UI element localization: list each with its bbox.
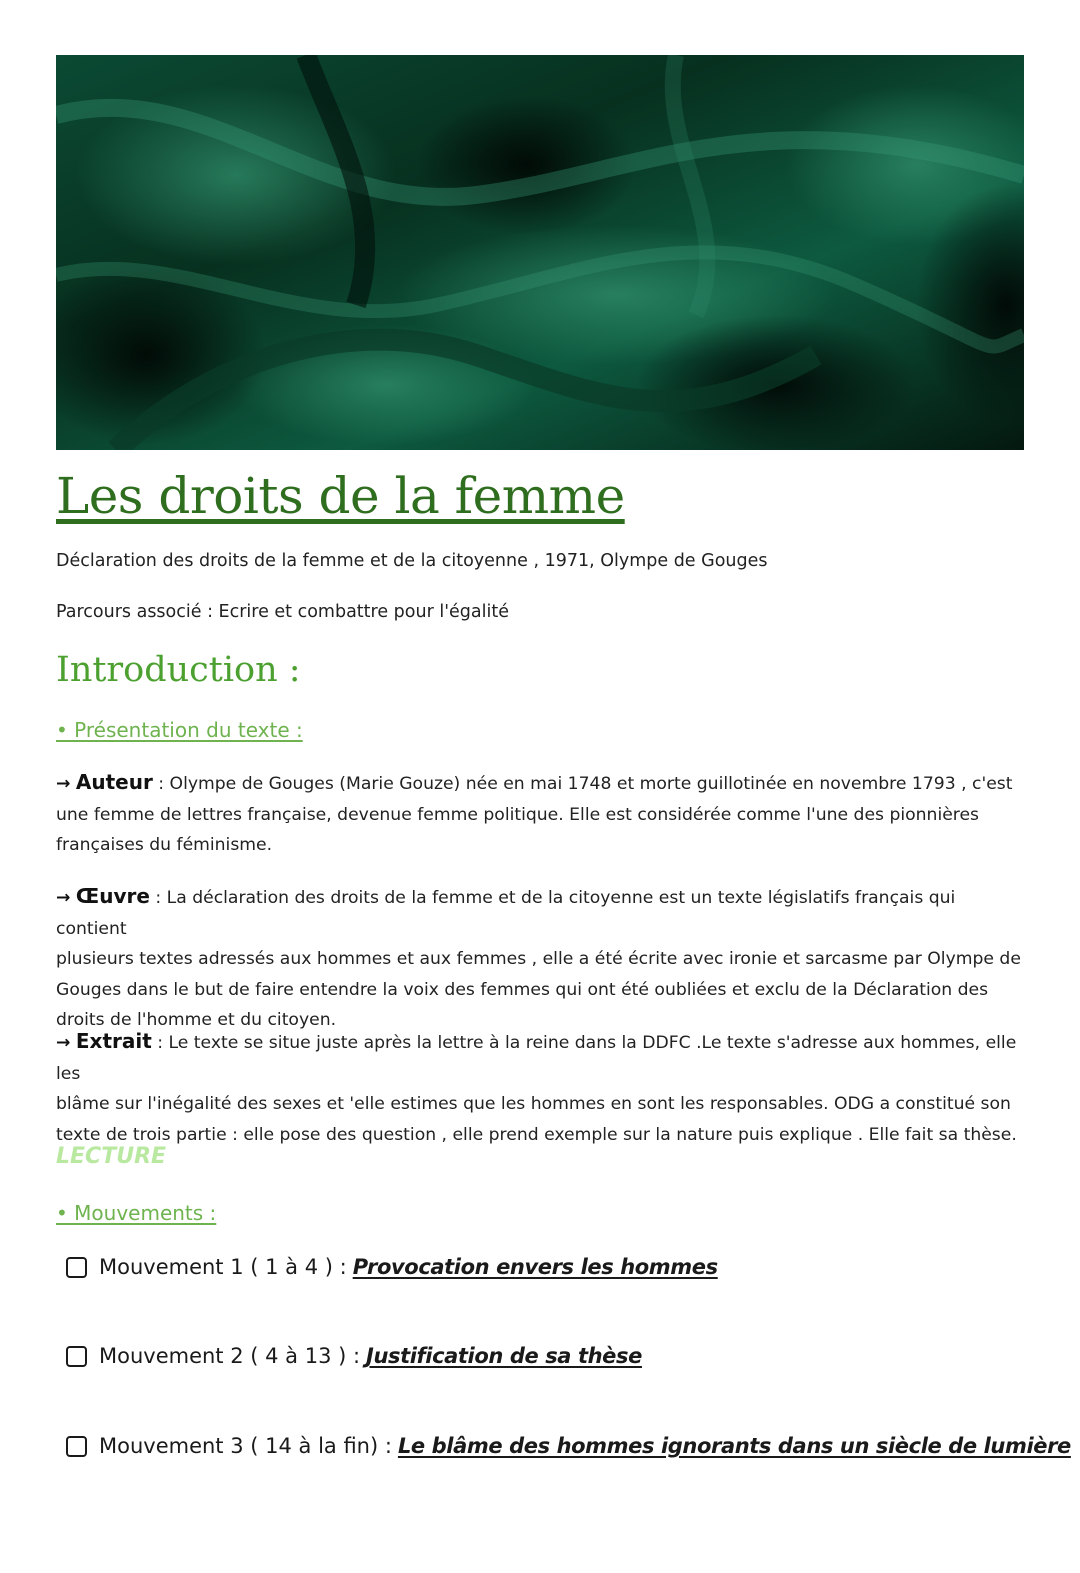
paragraph-oeuvre [56, 881, 1031, 1036]
oeuvre-line-3: Gouges dans le but de faire entendre la voix des femmes qui ont été oubliées et exclu de la Déclaration des [56, 979, 989, 1000]
label-separator: : [151, 1033, 169, 1053]
oeuvre-line-4: droits de l'homme et du citoyen. [56, 1010, 337, 1030]
mouvement-item-1 [66, 1252, 718, 1282]
label-auteur: Auteur [75, 770, 153, 794]
extrait-line-1: Le texte se situe juste après la lettre à la reine dans la DDFC .Le texte s'adresse aux hommes, elle les [56, 1033, 1017, 1084]
arrow-icon: → [56, 888, 71, 908]
satin-banner-image [56, 55, 1024, 450]
oeuvre-line-2: plusieurs textes adressés aux hommes et aux femmes , elle a été écrite avec ironie et sarcasme par Olympe de [56, 949, 1021, 969]
paragraph-extrait [56, 1026, 1031, 1150]
mouvement-label: Mouvement 3 ( 14 à la fin) : [99, 1434, 392, 1458]
oeuvre-line-1: La déclaration des droits de la femme et de la citoyenne est un texte législatifs français qui contient [56, 888, 956, 939]
label-oeuvre: Œuvre [75, 884, 150, 908]
mouvement-label: Mouvement 1 ( 1 à 4 ) : [99, 1255, 347, 1279]
checkbox-icon[interactable] [66, 1436, 87, 1457]
mouvement-item-3 [66, 1431, 1071, 1461]
auteur-line-3: françaises du féminisme. [56, 835, 273, 855]
paragraph-auteur [56, 767, 1031, 861]
mouvement-label: Mouvement 2 ( 4 à 13 ) : [99, 1344, 361, 1368]
mouvement-item-2 [66, 1341, 642, 1371]
label-separator: : [149, 888, 167, 908]
mouvement-title: Provocation envers les hommes [352, 1255, 718, 1279]
auteur-line-2: une femme de lettres française, devenue femme politique. Elle est considérée comme l'une des pionnières [56, 804, 980, 825]
checkbox-icon[interactable] [66, 1257, 87, 1278]
arrow-icon: → [56, 1033, 71, 1053]
arrow-icon: → [56, 774, 71, 794]
document-title: Les droits de la femme [56, 467, 625, 525]
subheading-mouvements: • Mouvements : [56, 1201, 217, 1225]
heading-lecture: LECTURE [56, 1144, 167, 1169]
parcours-line: Parcours associé : Ecrire et combattre pour l'égalité [56, 602, 509, 622]
label-extrait: Extrait [75, 1029, 152, 1053]
document-subtitle: Déclaration des droits de la femme et de la citoyenne , 1971, Olympe de Gouges [56, 551, 768, 571]
auteur-line-1: Olympe de Gouges (Marie Gouze) née en mai 1748 et morte guillotinée en novembre 1793 , c'est [169, 774, 1013, 794]
subheading-presentation: • Présentation du texte : [56, 718, 303, 742]
mouvement-title: Le blâme des hommes ignorants dans un siècle de lumière [397, 1434, 1071, 1458]
extrait-line-2: blâme sur l'inégalité des sexes et 'elle estimes que les hommes en sont les responsables. ODG a constitué son [56, 1094, 1011, 1114]
heading-introduction: Introduction : [56, 650, 301, 690]
extrait-line-3: texte de trois partie : elle pose des question , elle prend exemple sur la nature puis explique . Elle fait sa thèse. [56, 1124, 1017, 1145]
mouvement-title: Justification de sa thèse [366, 1344, 642, 1368]
label-separator: : [152, 774, 170, 794]
checkbox-icon[interactable] [66, 1346, 87, 1367]
